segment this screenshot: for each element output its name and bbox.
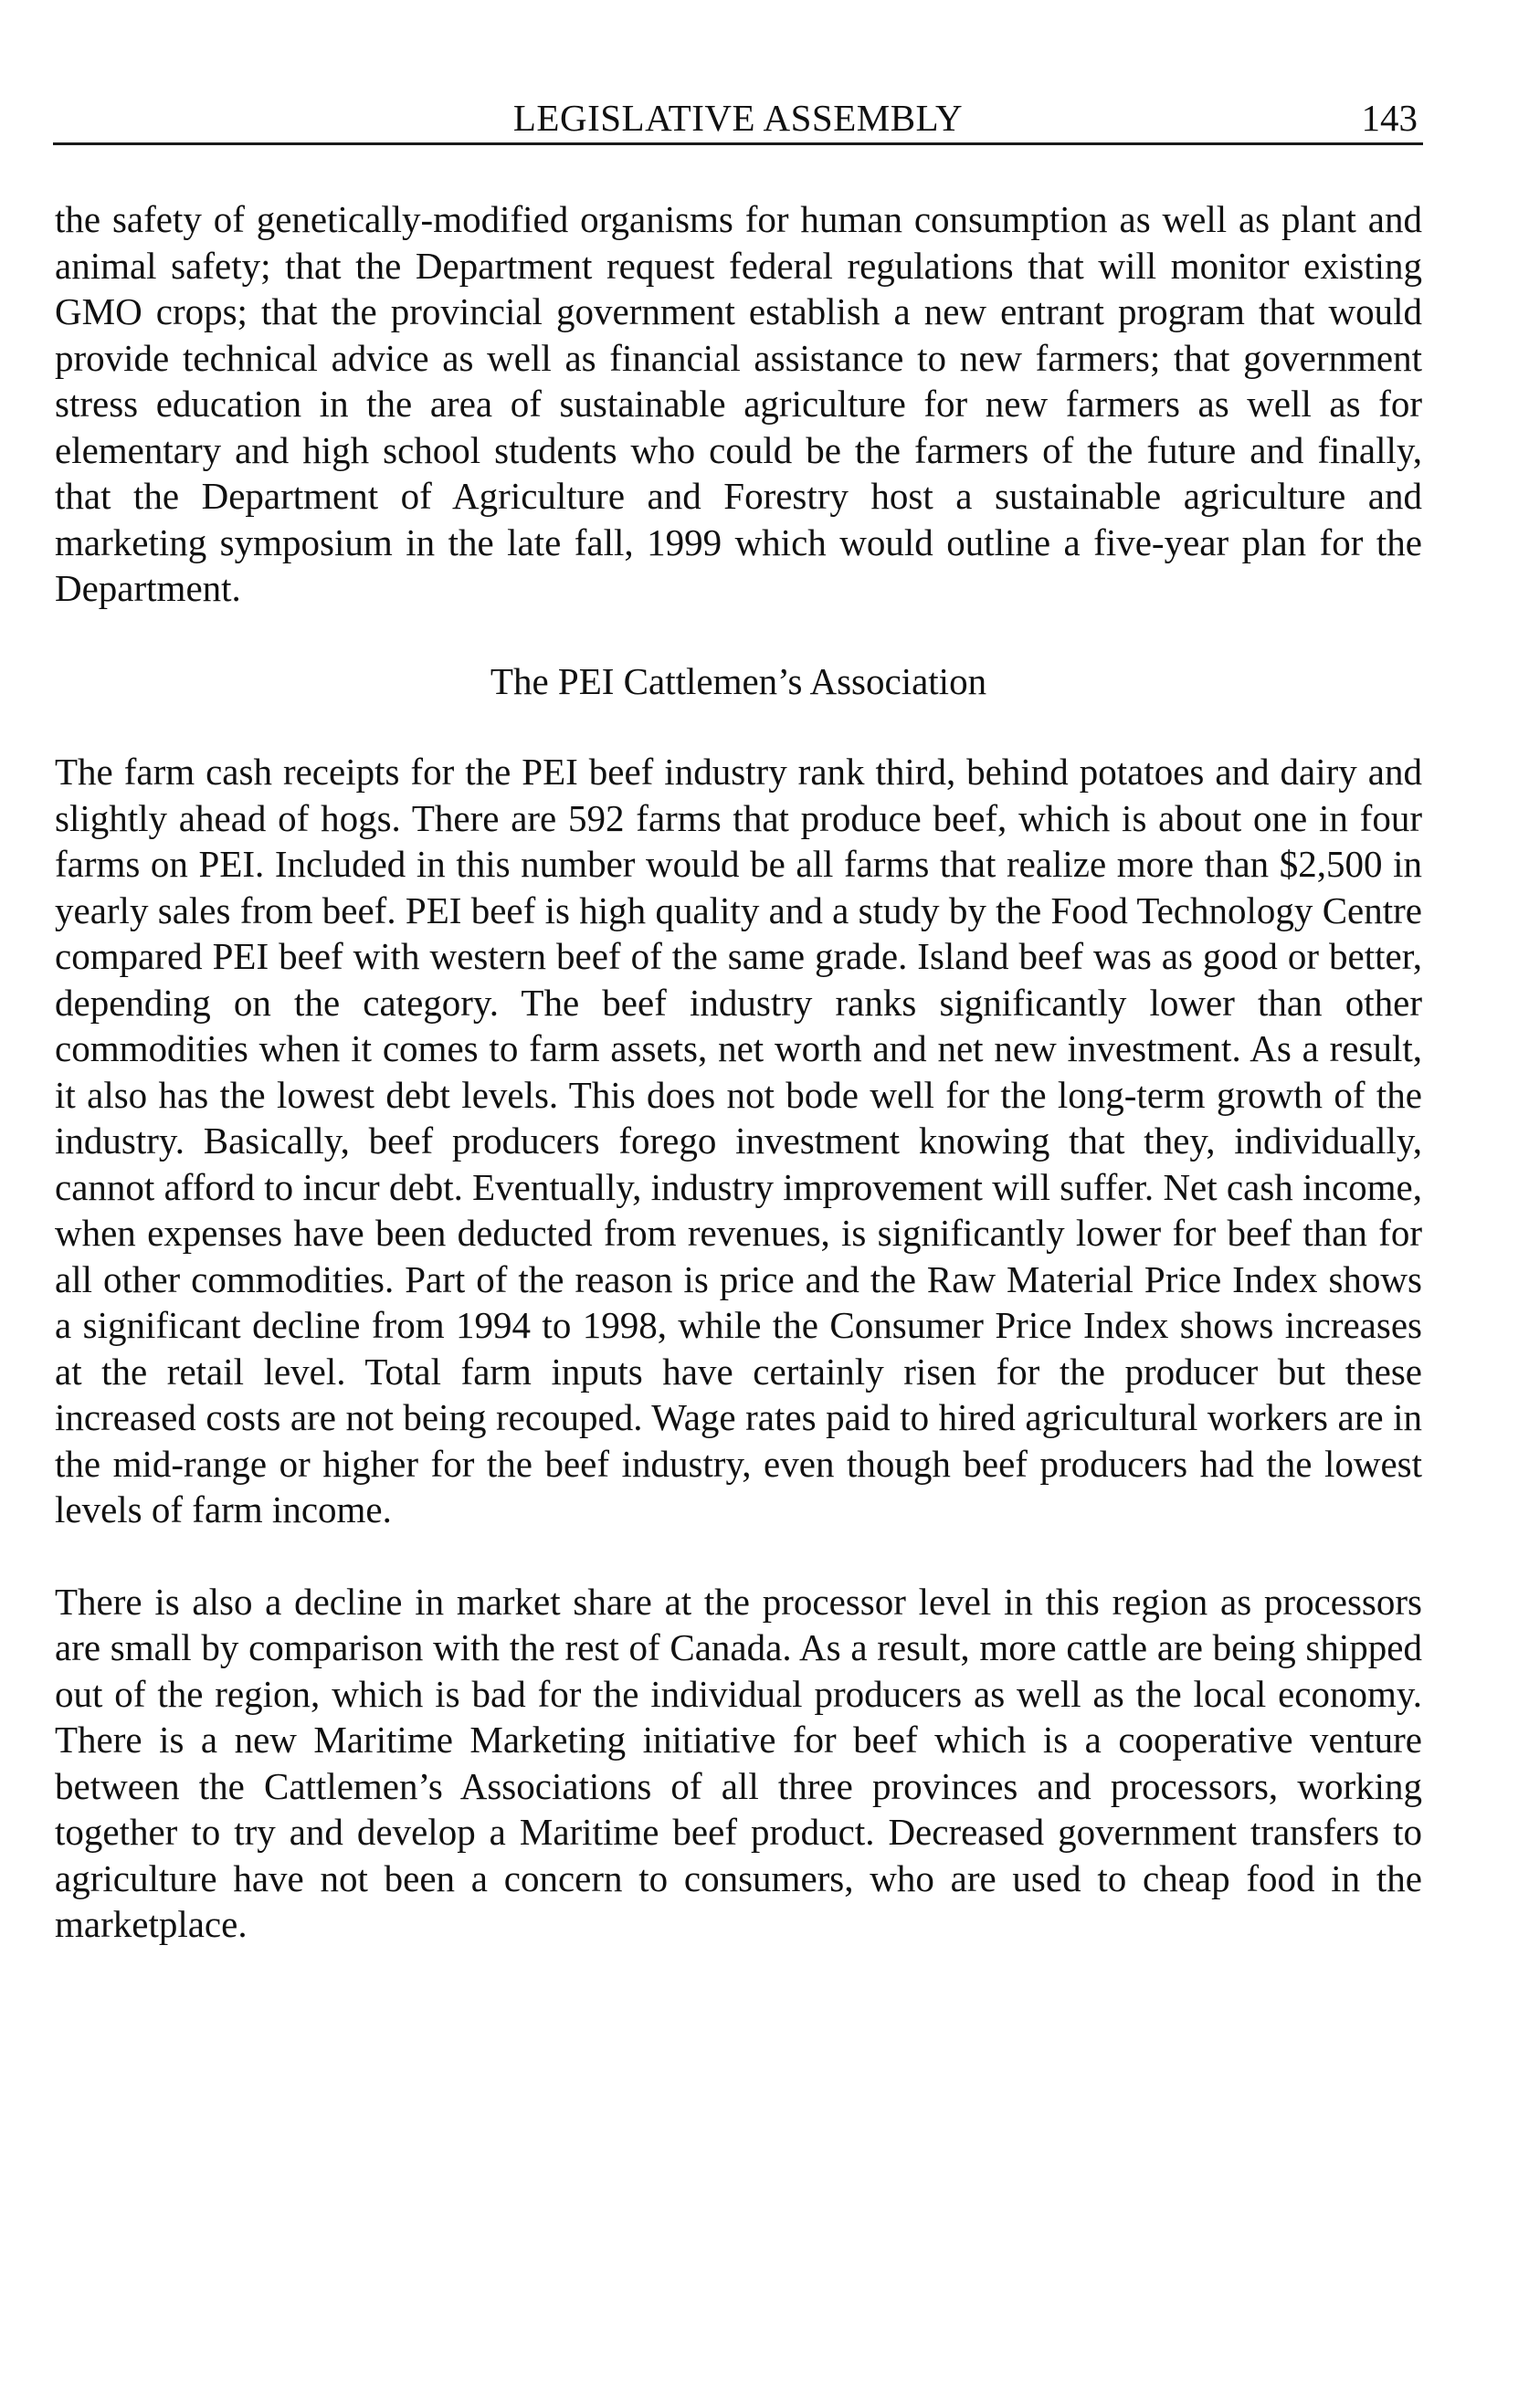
page-body — [55, 196, 1422, 1948]
body-paragraph-market-share: There is also a decline in market share at the processor level in this region as processors are small by comparison with the rest of Canada. As a result, more cattle are being shipped out of the region, which is bad for the individual producers as well as the local economy. There is a new Maritime Marketing initiative for beef which is a cooperative venture between the Cattlemen’s Associations of all three provinces and processors, working together to try and develop a Maritime beef product. Decreased government transfers to agriculture have not been a concern to consumers, who are used to cheap food in the marketplace. — [55, 1580, 1422, 1945]
body-paragraph-beef-industry: The farm cash receipts for the PEI beef industry rank third, behind potatoes and dairy and slightly ahead of hogs. There are 592 farms that produce beef, which is about one in four farms on PEI. Included in this number would be all farms that realize more than $2,500 in yearly sales from beef. PEI beef is high quality and a study by the Food Technology Centre compared PEI beef with western beef of the same grade. Island beef was as good or better, depending on the category. The beef industry ranks significantly lower than other commodities when it comes to farm assets, net worth and net new investment. As a result, it also has the lowest debt levels. This does not bode well for the long-term growth of the industry. Basically, beef producers forego investment knowing that they, individually, cannot afford to incur debt. Eventually, industry improvement will suffer. Net cash income, when expenses have been deducted from revenues, is significantly lower for beef than for all other commodities. Part of the reason is price and the Raw Material Price Index shows a significant decline from 1994 to 1998, while the Consumer Price Index shows increases at the retail level. Total farm inputs have certainly risen for the producer but these increased costs are not being recouped. Wage rates paid to hired agricultural workers are in the mid-range or higher for the beef industry, even though beef producers had the lowest levels of farm income. — [55, 751, 1422, 1530]
page-number: 143 — [1361, 97, 1418, 139]
section-heading: The PEI Cattlemen’s Association — [490, 659, 987, 702]
running-title: LEGISLATIVE ASSEMBLY — [512, 97, 964, 139]
body-paragraph-gmo-recommendations: the safety of genetically-modified organisms for human consumption as well as plant and animal safety; that the Department request federal regulations that will monitor existing GMO crops; that the provincial government establish a new entrant program that would provide technical advice as well as financial assistance to new farmers; that government stress education in the area of sustainable agriculture for new farmers as well as for elementary and high school students who could be the farmers of the future and finally, that the Department of Agriculture and Forestry host a sustainable agriculture and marketing symposium in the late fall, 1999 which would outline a five-year plan for the Department. — [55, 198, 1422, 609]
page-header — [53, 93, 1423, 145]
